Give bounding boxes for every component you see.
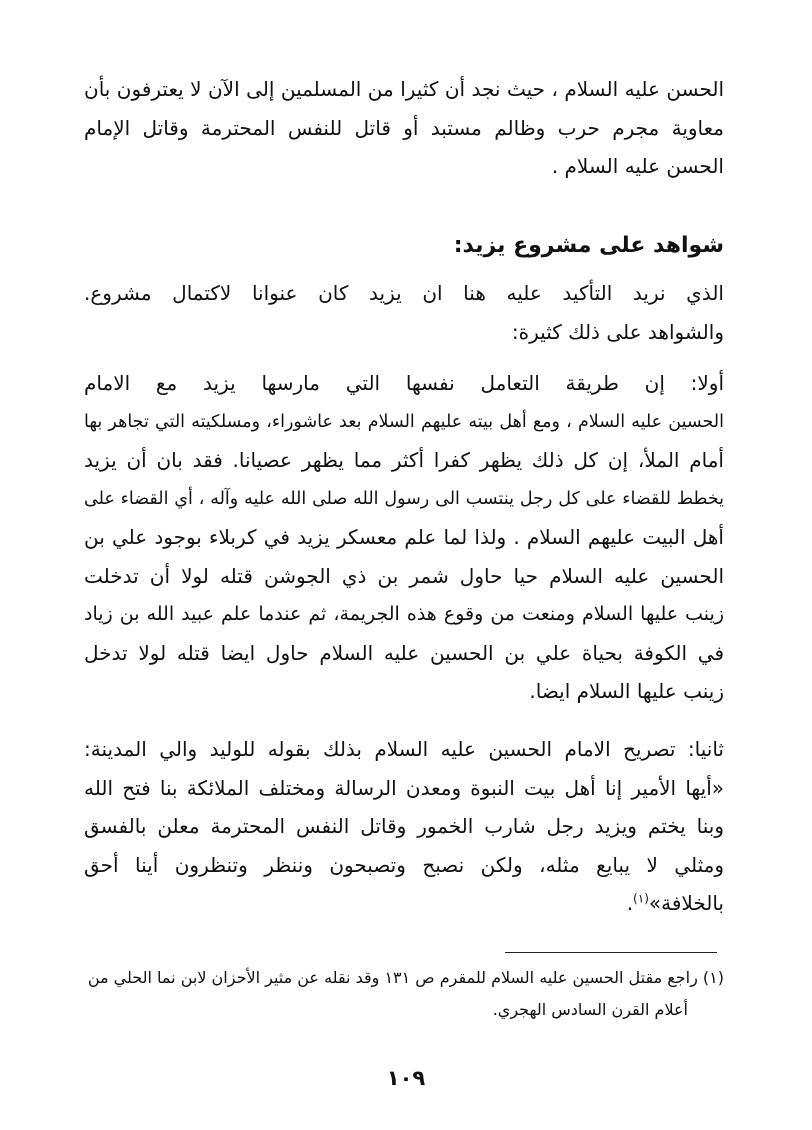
text-line: في الكوفة بحياة علي بن الحسين عليه السلام حاول ايضا قتله لولا تدخل (84, 640, 724, 665)
section-heading: شواهد على مشروع يزيد: (453, 233, 724, 258)
text-line: الحسين عليه السلام ، ومع أهل بيته عليهم السلام بعد عاشوراء، ومسلكيته التي تجاهر بها (84, 411, 724, 432)
paragraph-intro (84, 70, 724, 186)
text-line: الحسن عليه السلام . (551, 154, 724, 178)
text-line: الحسين عليه السلام حيا حاول شمر بن ذي الجوشن قتله لولا أن تدخلت (84, 563, 724, 588)
footnote-divider (505, 952, 717, 953)
text-line: معاوية مجرم حرب وظالم مستبد أو قاتل للنفس المحترمة وقاتل الإمام (84, 115, 724, 140)
footnote-line: (١) راجع مقتل الحسين عليه السلام للمقرم ص ١٣١ وقد نقله عن مثير الأحزان لابن نما الحلي من (87, 968, 724, 987)
paragraph-thesis (84, 274, 724, 351)
text-line: «أيها الأمير إنا أهل بيت النبوة ومعدن الرسالة ومختلف الملائكة بنا فتح الله (84, 775, 724, 800)
text-line-last (84, 884, 724, 923)
quote-end: بالخلافة» (648, 891, 724, 915)
text-line: الذي نريد التأكيد عليه هنا ان يزيد كان عنوانا لاكتمال مشروع. (84, 281, 724, 305)
text-line: الحسن عليه السلام ، حيث نجد أن كثيرا من المسلمين إلى الآن لا يعترفون بأن (84, 77, 724, 101)
text-line: زينب عليها السلام ايضا. (529, 679, 724, 703)
text-line: زينب عليها السلام ومنعت من وقوع هذه الجريمة، ثم عندما علم عبيد الله بن زياد (84, 603, 724, 625)
sentence-end: . (626, 891, 634, 915)
footnote-line: أعلام القرن السادس الهجري. (492, 1000, 688, 1019)
footnote-reference[interactable]: (١) (633, 891, 649, 906)
page-number: ١٠٩ (386, 1066, 426, 1090)
text-line: أمام الملأ، إن كل ذلك يظهر كفرا أكثر مما يظهر عصيانا. فقد بان أن يزيد (84, 448, 724, 472)
text-line: ثانيا: تصريح الامام الحسين عليه السلام بذلك بقوله للوليد والي المدينة: (84, 737, 724, 761)
paragraph-second-evidence (84, 730, 724, 923)
text-line: يخطط للقضاء على كل رجل ينتسب الى رسول الله صلى الله عليه وآله ، أي القضاء على (84, 488, 724, 509)
paragraph-first-evidence (84, 364, 724, 711)
text-line: ومثلي لا يبايع مثله، ولكن نصبح وتصبحون وننظر وتنظرون أينا أحق (84, 852, 724, 877)
text-line: أهل البيت عليهم السلام . ولذا لما علم معسكر يزيد في كربلاء بوجود علي بن (84, 525, 724, 549)
text-line: والشواهد على ذلك كثيرة: (511, 319, 724, 344)
text-line: وبنا يختم ويزيد رجل شارب الخمور وقاتل النفس المحترمة معلن بالفسق (84, 814, 724, 838)
section-heading-block (84, 226, 724, 266)
text-line: أولا: إن طريقة التعامل نفسها التي مارسها يزيد مع الامام (84, 371, 724, 395)
footnote (84, 962, 724, 1026)
